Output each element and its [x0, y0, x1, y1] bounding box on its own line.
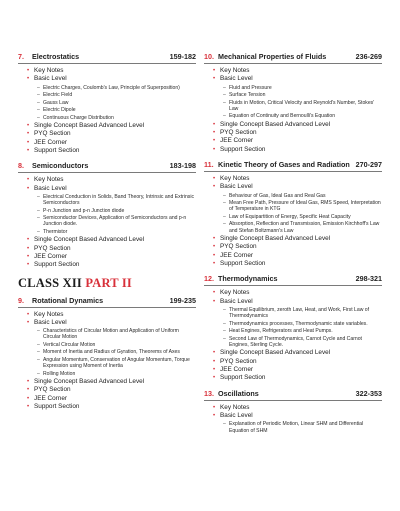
subtopic-item: – Thermodynamics processes, Thermodynamic state variables. — [229, 321, 382, 327]
list-item — [220, 412, 382, 434]
list-item — [220, 298, 382, 349]
chapter-section — [18, 161, 196, 269]
chapter-title: Thermodynamics — [218, 274, 278, 284]
chapter-section — [204, 274, 382, 382]
list-item — [220, 121, 382, 129]
subtopic-item: – Moment of Inertia and Radius of Gyration, Theorems of Axes — [43, 349, 196, 355]
chapter-title: Semiconductors — [32, 161, 89, 171]
list-item-label: JEE Corner — [220, 137, 254, 145]
chapter-section — [204, 160, 382, 268]
chapter-heading — [204, 160, 382, 172]
list-item — [34, 67, 196, 75]
list-item — [220, 137, 382, 145]
list-item-label: Single Concept Based Advanced Level — [220, 235, 331, 243]
subtopic-item: – Second Law of Thermodynamics, Carnot Cycle and Carnot Engines, Sterling Cycle. — [229, 336, 382, 349]
subtopic-item: – Electrical Conduction in Solids, Band Theory, Intrinsic and Extrinsic Semiconductors — [43, 194, 196, 207]
chapter-title: Electrostatics — [32, 52, 80, 61]
list-item — [220, 129, 382, 137]
list-item-label: Support Section — [220, 374, 266, 382]
chapter-group-left-bottom — [18, 296, 196, 412]
subtopic-item: – Explanation of Periodic Motion, Linear SHM and Differential Equation of SHM — [229, 421, 382, 434]
subtopic-item: – Electric Dipole — [43, 107, 196, 113]
list-item-label: PYQ Section — [220, 243, 257, 251]
chapter-section — [18, 296, 196, 412]
subtopic-item: – Thermistor — [43, 229, 196, 235]
chapter-title: Kinetic Theory of Gases and Radiation — [218, 160, 350, 170]
subtopic-list — [220, 307, 382, 348]
list-item-label: Single Concept Based Advanced Level — [34, 378, 145, 386]
subtopic-item: – Fluid and Pressure — [229, 85, 382, 91]
chapter-items — [18, 67, 196, 155]
chapter-page-range: 236-269 — [355, 52, 382, 61]
chapter-section — [18, 52, 196, 155]
list-item — [34, 130, 196, 138]
chapter-heading — [204, 389, 382, 401]
subtopic-item: – Characteristics of Circular Motion and Application of Uniform Circular Motion — [43, 328, 196, 341]
subtopic-list — [220, 193, 382, 234]
chapter-page-range: 270-297 — [355, 160, 382, 170]
list-item-label: Support Section — [34, 146, 80, 154]
list-item — [34, 245, 196, 253]
subtopic-item: – Electric Field — [43, 92, 196, 98]
list-item — [220, 146, 382, 154]
list-item — [220, 404, 382, 412]
chapter-number: 7. — [18, 52, 24, 61]
list-item-label: Basic Level — [220, 75, 253, 83]
subtopic-item: – Heat Engines, Refrigerators and Heat Pumps. — [229, 328, 382, 334]
list-item — [220, 67, 382, 75]
chapter-heading — [204, 52, 382, 64]
list-item-label: Basic Level — [220, 183, 253, 191]
subtopic-item: – Angular Momentum, Conservation of Angular Momentum, Torque Expression using Moment of Inertia — [43, 357, 196, 370]
list-item-label: Support Section — [220, 145, 266, 153]
subtopic-item: – Thermal Equilibrium, zeroth Law, Heat, and Work, First Law of Thermodynamics — [229, 307, 382, 320]
chapter-heading — [18, 52, 196, 64]
list-item-label: JEE Corner — [34, 138, 68, 146]
list-item — [220, 260, 382, 268]
chapter-section — [204, 52, 382, 154]
subtopic-item: – Continuous Charge Distribution — [43, 115, 196, 121]
subtopic-item: – Law of Equipartition of Energy, Specific Heat Capacity — [229, 214, 382, 220]
list-item-label: PYQ Section — [34, 386, 71, 394]
chapter-number: 13. — [204, 388, 214, 398]
list-item-label: Single Concept Based Advanced Level — [34, 122, 145, 130]
list-item-label: Single Concept Based Advanced Level — [220, 120, 331, 128]
subtopic-item: – Rolling Motion — [43, 371, 196, 377]
list-item-label: PYQ Section — [34, 244, 71, 252]
chapter-number: 11. — [204, 160, 214, 170]
list-item-label: Basic Level — [34, 318, 67, 326]
list-item-label: Key Notes — [220, 289, 250, 297]
chapter-group-left-top — [18, 52, 196, 270]
chapter-heading — [18, 296, 196, 308]
list-item — [34, 395, 196, 403]
subtopic-item: – Gauss Law — [43, 100, 196, 106]
list-item-label: Basic Level — [220, 297, 253, 305]
chapter-page-range: 298-321 — [355, 274, 382, 284]
list-item — [34, 311, 196, 319]
subtopic-list — [220, 421, 382, 434]
chapter-heading — [18, 161, 196, 173]
list-item — [34, 75, 196, 121]
list-item-label: PYQ Section — [34, 130, 71, 138]
list-item-label: Support Section — [34, 261, 80, 269]
list-item — [34, 236, 196, 244]
chapter-group-right — [204, 52, 382, 434]
list-item — [220, 75, 382, 119]
list-item-label: Support Section — [220, 260, 266, 268]
class-heading-class: CLASS XII — [18, 275, 82, 290]
list-item — [34, 122, 196, 130]
subtopic-item: – Semiconductor Devices, Application of Semiconductors and p-n Junction diode. — [43, 215, 196, 228]
list-item — [220, 366, 382, 374]
chapter-items — [204, 404, 382, 434]
subtopic-item: – Behaviour of Gas, Ideal Gas and Real Gas — [229, 193, 382, 199]
chapter-title: Oscillations — [218, 388, 259, 398]
list-item — [220, 358, 382, 366]
list-item-label: Single Concept Based Advanced Level — [220, 349, 331, 357]
chapter-title: Mechanical Properties of Fluids — [218, 52, 327, 61]
subtopic-list — [220, 85, 382, 120]
subtopic-item: – Vertical Circular Motion — [43, 342, 196, 348]
list-item-label: Key Notes — [220, 403, 250, 411]
list-item — [34, 253, 196, 261]
list-item-label: Key Notes — [34, 67, 64, 74]
chapter-items — [18, 311, 196, 412]
list-item — [34, 147, 196, 155]
chapter-section — [204, 389, 382, 434]
list-item-label: Key Notes — [220, 175, 250, 183]
list-item — [220, 252, 382, 260]
chapter-number: 9. — [18, 295, 24, 305]
subtopic-item: – Electric Charges, Coulomb's Law, Principle of Superposition) — [43, 85, 196, 91]
list-item — [34, 378, 196, 386]
chapter-page-range: 183-198 — [169, 161, 196, 171]
subtopic-list — [34, 328, 196, 377]
list-item-label: Key Notes — [34, 310, 64, 318]
list-item — [220, 349, 382, 357]
subtopic-item: – Surface Tension — [229, 92, 382, 98]
list-item — [220, 243, 382, 251]
list-item — [34, 261, 196, 269]
list-item — [220, 175, 382, 183]
class-heading-part: PART II — [85, 275, 133, 290]
list-item — [34, 403, 196, 411]
chapter-page-range: 199-235 — [169, 295, 196, 305]
list-item — [34, 319, 196, 377]
subtopic-item: – Absorption, Reflection and Transmission, Emission Kirchhoff's Law and Stefan Boltzmann's Law — [229, 221, 382, 234]
list-item-label: PYQ Section — [220, 129, 257, 137]
list-item-label: Key Notes — [34, 176, 64, 184]
list-item-label: Basic Level — [220, 411, 253, 419]
subtopic-list — [34, 194, 196, 235]
list-item-label: Support Section — [34, 403, 80, 411]
list-item-label: Basic Level — [34, 184, 67, 192]
subtopic-item: – Fluids in Motion, Critical Velocity and Reynold's Number, Stokes' Law — [229, 100, 382, 113]
list-item — [220, 235, 382, 243]
list-item-label: JEE Corner — [220, 366, 254, 374]
subtopic-list — [34, 85, 196, 121]
chapter-page-range: 322-353 — [355, 388, 382, 398]
list-item — [220, 374, 382, 382]
chapter-page-range: 159-182 — [169, 52, 196, 61]
subtopic-item: – Equation of Continuity and Bernoulli's Equation — [229, 113, 382, 119]
left-column — [18, 52, 196, 417]
chapter-number: 8. — [18, 161, 24, 171]
subtopic-item: – P-n Junction and p-n Junction diode — [43, 208, 196, 214]
chapter-number: 10. — [204, 52, 214, 61]
list-item — [34, 176, 196, 184]
list-item — [220, 183, 382, 234]
list-item — [34, 139, 196, 147]
list-item-label: Single Concept Based Advanced Level — [34, 236, 145, 244]
list-item-label: JEE Corner — [34, 394, 68, 402]
chapter-heading — [204, 274, 382, 286]
right-column — [204, 52, 382, 440]
list-item — [220, 289, 382, 297]
list-item-label: Key Notes — [220, 67, 250, 74]
list-item-label: Basic Level — [34, 75, 67, 83]
chapter-items — [204, 289, 382, 382]
list-item — [34, 386, 196, 394]
list-item-label: PYQ Section — [220, 357, 257, 365]
chapter-items — [204, 175, 382, 268]
subtopic-item: – Mean Free Path, Pressure of Ideal Gas, RMS Speed, Interpretation of Temperature in KTG — [229, 200, 382, 213]
chapter-title: Rotational Dynamics — [32, 295, 104, 305]
list-item — [34, 185, 196, 236]
list-item-label: JEE Corner — [34, 252, 68, 260]
class-heading — [18, 276, 196, 291]
chapter-number: 12. — [204, 274, 214, 284]
list-item-label: JEE Corner — [220, 251, 254, 259]
chapter-items — [18, 176, 196, 269]
chapter-items — [204, 67, 382, 154]
